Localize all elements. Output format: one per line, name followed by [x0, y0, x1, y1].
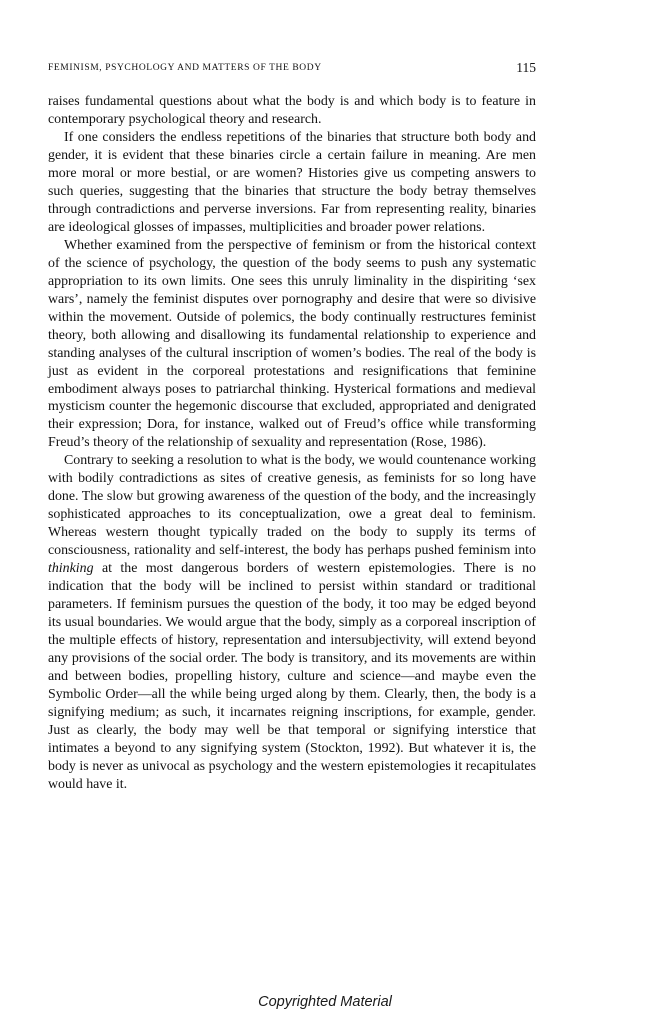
copyright-footer: Copyrighted Material: [258, 994, 392, 1010]
paragraph: [48, 93, 536, 129]
running-head: [48, 60, 536, 79]
body-text: [48, 93, 536, 794]
paragraph: [48, 129, 536, 237]
paragraph: [48, 452, 536, 793]
text-run: Whether examined from the perspective of feminism or from the historical context of the science of psychology, the question of the body seems to push any systematic appropriation to its own limits. One sees this unruly liminality in the dispiriting ‘sex wars’, namely the feminist disputes over pornography and desire that were so divisive within the movement. Outside of polemics, the body continually restructures feminist theory, both allowing and disallowing its fundamental relationship to experience and standing analyses of the cultural inscription of women’s bodies. The real of the body is just as evident in the corporeal protestations and resignifications that feminine embodiment always poses to patriarchal thinking. Hysterical formations and medieval mysticism counter the hegemonic discourse that excluded, appropriated and denigrated their expression; Dora, for instance, walked out of Freud’s office while transforming Freud’s theory of the relationship of sexuality and representation (Rose, 1986).: [48, 237, 536, 451]
page-number: 115: [516, 60, 536, 75]
text-run: If one considers the endless repetitions of the binaries that structure both body and gender, it is evident that these binaries circle a certain failure in meaning. Are men more moral or more bestial, or are women? Histories give us competing answers to such queries, suggesting that the binaries that structure the body betray themselves through contradictions and perverse inversions. Far from representing reality, binaries are ideological glosses of impasses, multiplicities and broader power relations.: [48, 129, 536, 235]
text-run: at the most dangerous borders of western epistemologies. There is no indication that the body will be inclined to persist within standard or traditional parameters. If feminism pursues the question of the body, it too may be edged beyond its usual boundaries. We would argue that the body, simply as a corporeal inscription of the multiple effects of history, representation and intersubjectivity, will extend beyond any provisions of the social order. The body is transitory, and its movements are within and between bodies, propelling history, culture and science—and maybe even the Symbolic Order—all the while being urged along by them. Clearly, then, the body is a signifying medium; as such, it incarnates reigning inscriptions, for example, gender. Just as clearly, the body may well be that temporal or signifying interstice that intimates a beyond to any signifying system (Stockton, 1992). But whatever it is, the body is never as univocal as psychology and the western epistemologies it recapitulates would have it.: [48, 561, 536, 792]
paragraph: [48, 237, 536, 453]
text-run: raises fundamental questions about what the body is and which body is to feature in contemporary psychological theory and research.: [48, 94, 536, 127]
emphasized-text: thinking: [48, 561, 94, 577]
text-run: Contrary to seeking a resolution to what is the body, we would countenance working with bodily contradictions as sites of creative genesis, as feminists for so long have done. The slow but growing awareness of the question of the body, and the increasingly sophisticated approaches to its conceptualization, owe a great deal to feminism. Whereas western thought typically traded on the body to supply its terms of consciousness, rationality and self-interest, the body has perhaps pushed feminism into: [48, 453, 536, 559]
running-head-title: FEMINISM, PSYCHOLOGY AND MATTERS OF THE BODY: [48, 63, 322, 73]
